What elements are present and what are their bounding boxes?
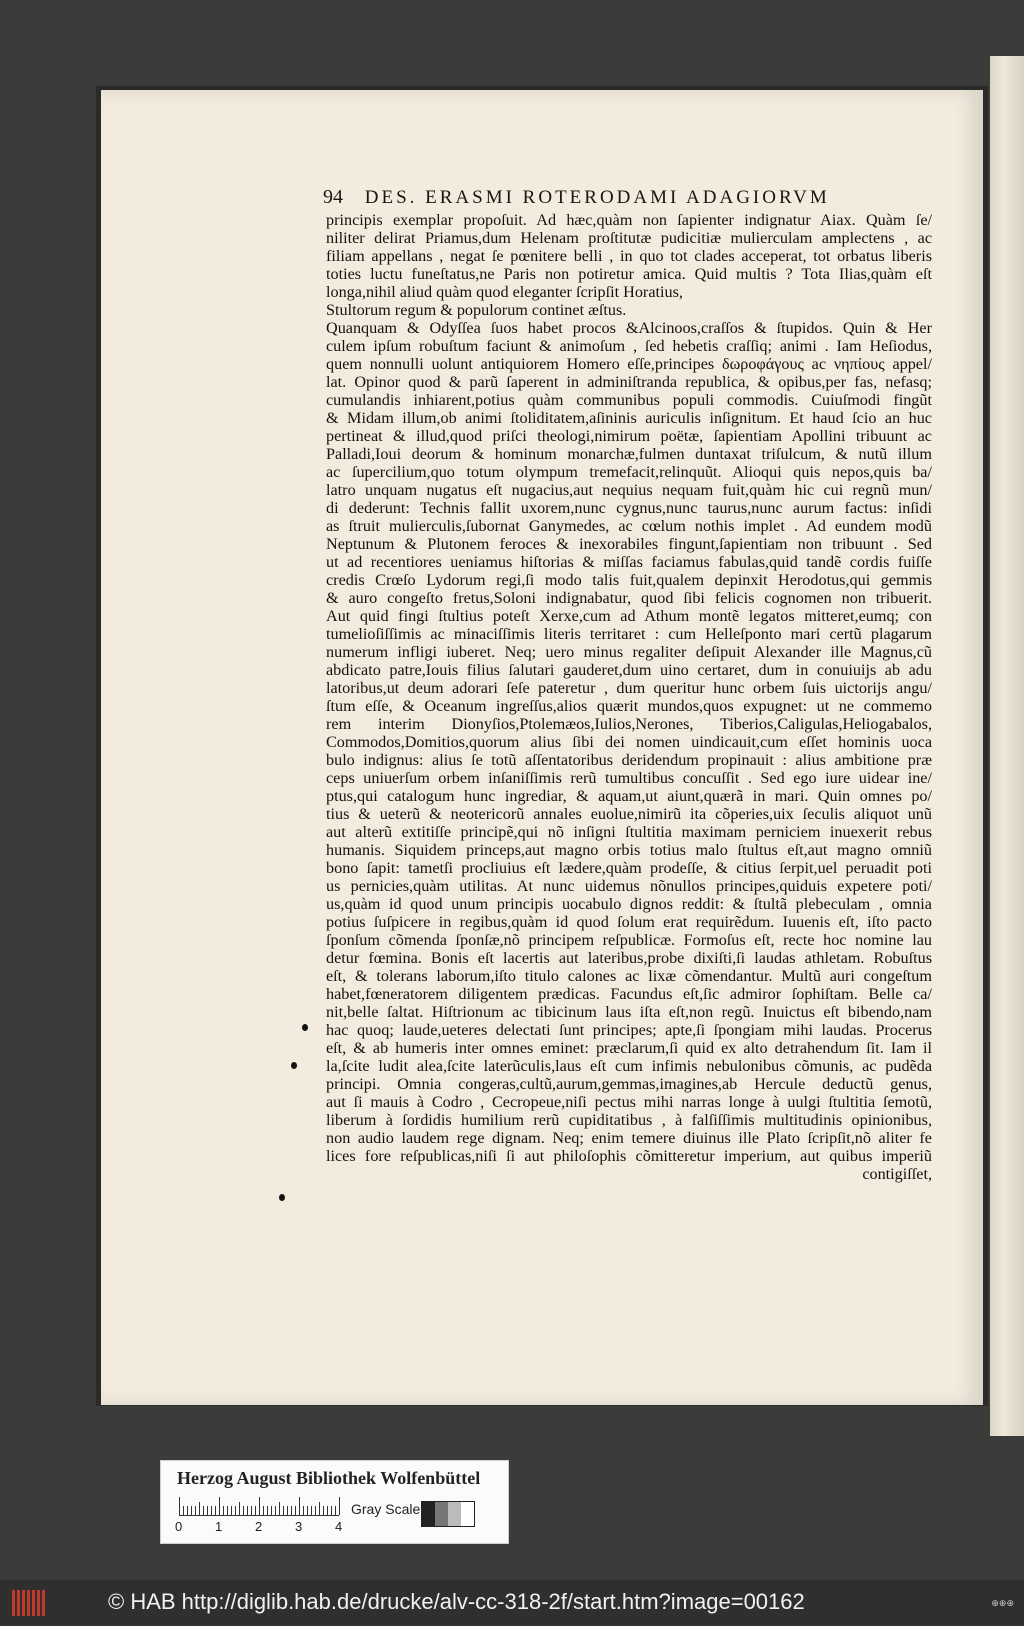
grayscale-swatch [421,1501,475,1527]
text-line: latro unquam nugatus eſt nugacius,aut nequius nequam fuit,quàm hic cui regnũ mun/ [326,481,932,499]
ruler-tick [263,1506,264,1515]
text-line: bono ſapit: tametſi procliuius eſt lædere,quàm prodeſſe, & citius ſerpit,uel peruadit poti [326,859,932,877]
ruler-tick [223,1506,224,1515]
scale-number: 2 [255,1519,263,1534]
text-line: tius & ueterũ & neotericorũ annales euolue,nimirũ ita cõperies,uix ſeculis aliquot unũ [326,805,932,823]
text-line: ptus,qui catalogum hunc ingrediar, & aquam,ut aiunt,quærã in mari. Quin omnes po/ [326,787,932,805]
text-line: hac quoq; laude,ueteres delectati ſunt principes; apte,ſi ſpongiam mihi laudas. Procerus [326,1021,932,1039]
ruler-tick [183,1506,184,1515]
text-line: non audio laudem rege dignam. Neq; enim temere diuinus ille Plato ſcripſit,nõ aliter fe [326,1129,932,1147]
ruler-tick [203,1506,204,1515]
ruler-tick [231,1506,232,1515]
text-line: quem nonnulli uolunt antiquiorem Homero eſſe,principes δωροφάγους ac νηπίους appel/ [326,355,932,373]
ruler-tick [247,1506,248,1515]
text-line: ſtum eſſe, & Oceanum ingreſſus,alios quærit mundos,quos expugnet: ut ne commemo [326,697,932,715]
text-line: eſt, & ab humeris inter omnes eminet: præclarum,ſi quid ex alto detrahendum ſit. Iam il [326,1039,932,1057]
ruler-tick [307,1506,308,1515]
text-line: aut alterũ extitiſſe principẽ,qui nõ inſigni ſtultitia maximam perniciem inuexerit rebus [326,823,932,841]
ruler-tick [331,1506,332,1515]
running-head [323,186,933,209]
library-name: Herzog August Bibliothek Wolfenbüttel [177,1468,481,1488]
footer-bar [0,1580,1024,1626]
text-line: ac ſupercilium,quo totum olympum tremefacit,relinquũt. Alioqui quis nepos,quis ba/ [326,463,932,481]
ruler-tick [219,1497,220,1515]
text-line: principi. Omnia congeras,cultũ,aurum,gemmas,imagines,ab Hercule deductũ genus, [326,1075,932,1093]
ruler-tick [235,1506,236,1515]
ruler-tick [315,1506,316,1515]
ruler-tick [251,1506,252,1515]
ruler-tick [339,1497,340,1515]
ruler-tick [207,1506,208,1515]
text-line: us pernicies,quàm utilitas. At nunc uidemus nõnullos principes,quiduis expetere poti/ [326,877,932,895]
text-line: cumulandis inhiarent,potius quàm communibus populi commodis. Cuiuſmodi fingũt [326,391,932,409]
scale-number: 4 [335,1519,343,1534]
text-line: as ſtruit mulierculis,ſubornat Ganymedes, ac cœlum nothis implet . Ad eundem modũ [326,517,932,535]
text-line: bulo indignus: alius ſe totũ aſſentatoribus deridendum propinauit : alius ambitione præ [326,751,932,769]
text-line: lat. Opinor quod & parũ ſaperent in adminiſtranda republica, & opibus,per fas, nefasq; [326,373,932,391]
text-line: principis exemplar propoſuit. Ad hæc,quàm non ſapienter indignatur Aiax. Quàm ſe/ [326,211,932,229]
ruler-tick [191,1506,192,1515]
text-line: la,ſcite ludit alea,ſcite laterũculis,laus eſt cum infimis nebulonibus cõmunis, ac pudẽda [326,1057,932,1075]
text-line: Quanquam & Odyſſea ſuos habet procos &Alcinoos,craſſos & ſtupidos. Quin & Her [326,319,932,337]
ruler-tick [275,1506,276,1515]
text-line: humanis. Siquidem princeps,aut magno orbis totius malo ſtultus eſt,aut magno omniũ [326,841,932,859]
text-line: Commodos,Domitios,quorum alius ſibi dei nomen uindicauit,cum eſſet hominis uoca [326,733,932,751]
ruler-tick [211,1506,212,1515]
ink-mark [302,1024,308,1031]
text-line: ſponſum cõmenda ſponſæ,nõ principem reſpublicæ. Formoſus eſt, recte hoc nomine lau [326,931,932,949]
text-line: eſt, & tolerans laborum,iſto titulo calones ac lixæ cõmendantur. Multũ auri congeſtum [326,967,932,985]
scale-number: 3 [295,1519,303,1534]
text-line: & auro congeſto fretus,Soloni indignabatur, quod ſibi felicis cognomen non tribuerit. [326,589,932,607]
ruler-tick [243,1506,244,1515]
ruler-tick [327,1506,328,1515]
ruler-tick [295,1506,296,1515]
text-line: toties luctu funeſtatus,ne Paris non potiretur amica. Quid multis ? Tota Ilias,quàm eſt [326,265,932,283]
ruler-tick [179,1497,180,1515]
text-line: tumelioſiſſimis ac minaciſſimis literis territaret : cum Helleſponto mari certũ plagarum [326,625,932,643]
text-line: Palladi,Ioui deorum & hominum monarchæ,fulmen duntaxat triſulcum, & nutũ illum [326,445,932,463]
ruler-tick [199,1502,200,1515]
ruler-tick [255,1506,256,1515]
text-line: nit,belle ſaltat. Hiſtrionum ac tibicinum laus iſta eſt,non regũ. Inuictus eſt bibendo,nam [326,1003,932,1021]
text-line: & Midam illum,ob animi ſtoliditatem,aſininis auriculis inſignitum. Et haud ſcio an huc [326,409,932,427]
grayscale-label: Gray Scale [351,1501,421,1517]
page-number: 94 [323,186,343,208]
facing-page-edge [990,56,1024,1436]
text-line: latoribus,ut deum adorari ſeſe pateretur , dum queritur hunc orbem ſuis uictorijs angu/ [326,679,932,697]
text-line: potius ſuſpicere in regibus,quàm id quod ſolum erat requirẽdum. Iuuenis eſt, iſto pacto [326,913,932,931]
ruler-tick [311,1506,312,1515]
text-line: detur fœmina. Bonis eſt lacertis aut lateribus,probe dixiſti,ſi laudas athletam. Robuſtus [326,949,932,967]
text-line: niliter delirat Priamus,dum Helenam proſtitutæ pudicitiæ mulierculam amplectens , ac [326,229,932,247]
text-line: liberum à ſordidis humilium rerũ cupiditatibus , à falſiſſimis multitudinis opinionibus, [326,1111,932,1129]
text-line: numerum infligi iuberet. Neq; uero minus regaliter deſipuit Alexander ille Magnus,cũ [326,643,932,661]
ruler-tick [195,1506,196,1515]
ink-mark [279,1194,285,1201]
text-line: longa,nihil aliud quàm quod eleganter ſcripſit Horatius, [326,283,683,301]
text-line: aut ſi mauis à Codro , Cecropeue,niſi pectus mihi narras longe à uulgi ſtultitia ſemotũ, [326,1093,932,1111]
text-line: Neptunum & Plutonem feroces & inexorabiles fingunt,ſapientiam non tribuunt . Sed [326,535,932,553]
text-line: lices fore reſpublicas,niſi ſi aut philoſophis cõmitteretur imperium, aut quibus imperiũ [326,1147,932,1165]
text-line: Aut quid fingi ſtultius poteſt Xerxe,cum ad Athum montẽ legatos mitteret,eumq; con [326,607,932,625]
running-title: DES. ERASMI ROTERODAMI ADAGIORVM [364,187,830,208]
text-line: rem interim Dionyſios,Ptolemæos,Iulios,Nerones, Tiberios,Caligulas,Heliogabalos, [326,715,932,733]
ruler-tick [227,1506,228,1515]
text-line: culem ipſum robuſtum faciunt & animoſum , ſed hebetis craſſiq; animi . Iam Heſiodus, [326,337,932,355]
text-line: pertineat & illud,quod priſci theologi,nimirum poëtæ, ſapientiam Apollini tribuunt ac [326,427,932,445]
text-line: Stultorum regum & populorum continet æſtus. [326,301,627,319]
ruler-tick [239,1502,240,1515]
hab-logo-icon [12,1590,46,1616]
ruler-tick [283,1506,284,1515]
ruler-tick [335,1506,336,1515]
ruler-tick [279,1502,280,1515]
footer-small-text: ⊕⊕⊕ [991,1598,1014,1608]
scale-ruler [179,1495,339,1516]
text-line: ut ad recentiores ueniamus hiſtorias & miſſas faciamus fabulas,quid tandẽ cordis fuiſſe [326,553,932,571]
ruler-tick [303,1506,304,1515]
scale-numbers [175,1519,345,1537]
body-text [326,211,932,1183]
text-line: di dederunt: Technis fallit uxorem,nunc cygnus,nunc taurus,nunc aurum factus: inſidi [326,499,932,517]
footer-copyright-url[interactable]: © HAB http://diglib.hab.de/drucke/alv-cc-318-2f/start.htm?image=00162 [108,1589,805,1614]
ruler-tick [271,1506,272,1515]
ruler-tick [319,1502,320,1515]
library-color-card [160,1460,509,1544]
ruler-tick [287,1506,288,1515]
text-line: credis Crœſo Lydorum regi,ſi modo talis fuit,qualem depinxit Herodotus,qui gemmis [326,571,932,589]
ruler-tick [323,1506,324,1515]
ruler-tick [215,1506,216,1515]
ruler-tick [187,1506,188,1515]
ruler-tick [291,1506,292,1515]
text-line: ceps uniuerſum orbem inſaniſſimis rerũ tumultibus concuſſit . Sed ego iure uidear ine/ [326,769,932,787]
ruler-tick [267,1506,268,1515]
ruler-tick [299,1497,300,1515]
ink-mark [291,1062,297,1069]
ruler-tick [259,1497,260,1515]
text-line: us,quàm id quod unum principis uocabulo dignos reddit: & ſtultã plebeculam , omnia [326,895,932,913]
catchword: contigiſſet, [862,1165,932,1183]
text-line: habet,fœneratorem diligentem prædicas. Facundus eſt,ſic admiror ſophiſtam. Belle ca/ [326,985,932,1003]
text-line: abdicato patre,Iouis filius ſalutari gauderet,dum uino certaret, dum in conuiuijs ab adu [326,661,932,679]
text-line: filiam appellans , negat ſe pœnitere belli , in quo tot clades acceperat, tot orbatus liberis [326,247,932,265]
scale-number: 0 [175,1519,183,1534]
scale-number: 1 [215,1519,223,1534]
